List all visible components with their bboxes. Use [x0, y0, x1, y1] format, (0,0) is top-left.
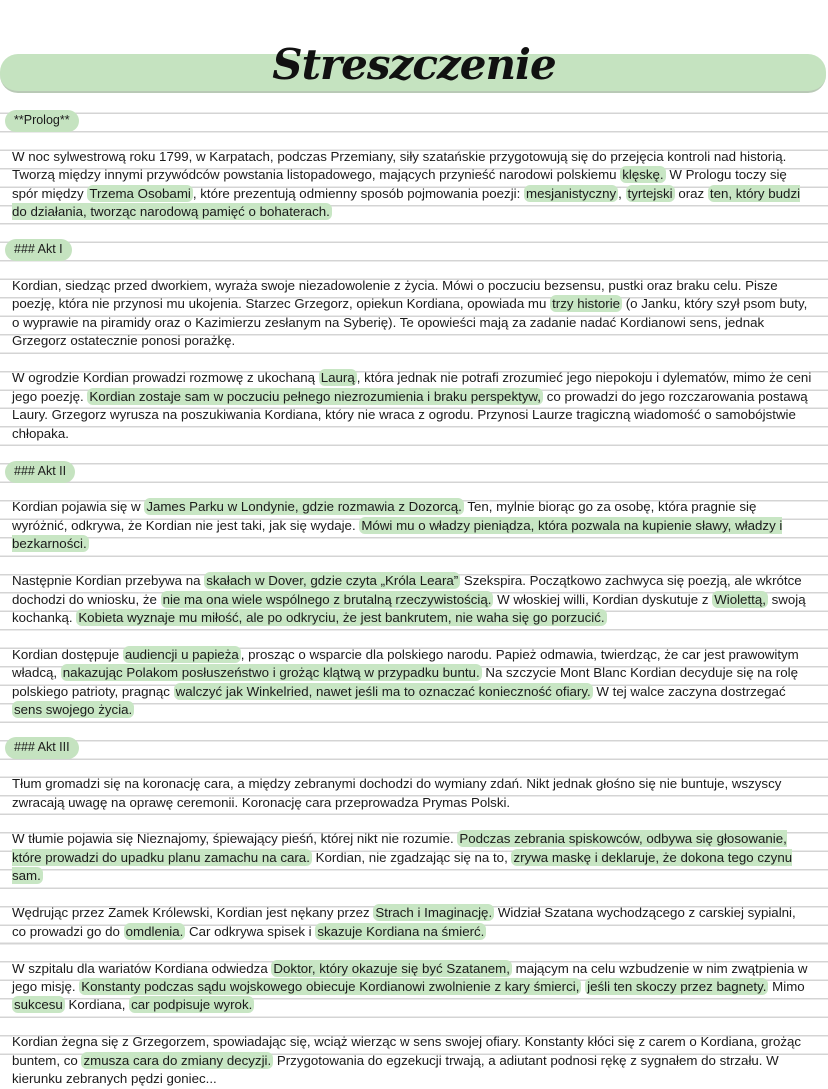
highlighted-text: mesjanistyczny	[526, 185, 617, 201]
text-segment: Kordian, nie zgadzając się na to,	[311, 849, 512, 865]
section-heading: ### Akt II	[5, 461, 75, 483]
summary-paragraph	[0, 830, 828, 885]
section-heading-row	[0, 240, 828, 258]
summary-paragraph	[0, 775, 828, 812]
text-segment: , prosząc o wsparcie dla polskiego narodu. Papież odmawia, twierdząc, że car jest prawowitym władcą,	[12, 646, 799, 681]
highlighted-text: jeśli ten skoczy przez bagnety.	[587, 979, 767, 995]
section-heading-row	[0, 462, 828, 480]
text-segment: Na szczycie Mont Blanc Kordian decyduje się na rolę polskiego patrioty, pragnąc	[12, 665, 798, 699]
summary-paragraph	[0, 904, 828, 941]
highlighted-text: skazuje Kordiana na śmierć.	[317, 923, 485, 939]
text-segment: co prowadzi do jego rozczarowania postawą Laury. Grzegorz wyrusza na poszukiwania Kordiana, który nie wraca z ogrodu. Przynosi Laurze tragiczną wiadomość o samobójstwie chłopaka.	[12, 388, 808, 441]
highlighted-text: nie ma ona wiele wspólnego z brutalną rzeczywistością.	[162, 591, 492, 607]
text-segment: W tej walce zaczyna dostrzegać	[592, 683, 786, 699]
text-segment: Kordian, siedząc przed dworkiem, wyraża swoje niezadowolenie z życia. Mówi o poczuciu bezsensu, pustki oraz braku celu. Pisze poezję, która nie przynosi mu ukojenia. Starzec Grzegorz, opiekun Kordiana, opowiada mu	[12, 278, 778, 312]
text-segment: Widział Szatana wychodzącego z carskiej sypialni, co prowadzi go do	[12, 905, 796, 939]
summary-paragraph	[0, 369, 828, 443]
highlighted-text: Podczas zebrania spiskowców, odbywa się głosowanie, które prowadzi do upadku planu zamachu na cara.	[12, 831, 787, 865]
summary-paragraph	[0, 572, 828, 627]
section-heading-row	[0, 738, 828, 756]
text-segment: Ten, mylnie biorąc go za osobę, która pragnie się wyróżnić, odkrywa, że Kordian nie jest taki, jak się wydaje.	[12, 499, 757, 533]
text-segment: Tłum gromadzi się na koronację cara, a między zebranymi dochodzi do wymiany zdań. Nikt jednak głośno się nie buntuje, wszyscy zwracają uwagę na oprawę ceremonii. Koronację cara przeprowadza Prymas Polski.	[12, 776, 782, 810]
text-segment: swoją kochanką.	[12, 591, 806, 626]
summary-paragraph	[0, 277, 828, 351]
highlighted-text: ten, który budzi do działania, tworząc narodową pamięć o bohaterach.	[12, 185, 801, 220]
highlighted-text: Kordian zostaje sam w poczuciu pełnego niezrozumienia i braku perspektyw,	[89, 388, 542, 404]
text-segment: W ogrodzie Kordian prowadzi rozmowę z ukochaną	[12, 370, 319, 386]
text-segment: mającym na celu wzbudzenie w nim zwątpienia w jego misję.	[12, 960, 808, 995]
summary-paragraph	[0, 960, 828, 1015]
section-heading: ### Akt III	[5, 737, 79, 759]
section-heading: **Prolog**	[5, 110, 79, 132]
text-segment: W tłumie pojawia się Nieznajomy, śpiewający pieśń, której nikt nie rozumie.	[12, 831, 458, 847]
highlighted-text: Kobieta wyznaje mu miłość, ale po odkryciu, że jest bankrutem, nie waha się go porzucić.	[78, 610, 605, 626]
highlighted-text: sens swojego życia.	[14, 702, 133, 718]
highlighted-text: walczyć jak Winkelried, nawet jeśli ma to oznaczać konieczność ofiary.	[175, 683, 591, 699]
highlighted-text: Wiolettą,	[714, 591, 766, 607]
summary-paragraph	[0, 646, 828, 720]
text-segment: W noc sylwestrową roku 1799, w Karpatach, podczas Przemiany, siły szatańskie przygotowują się do przejęcia kontroli nad historią. Tworzą między innymi przywódców powstania listopadowego, mających przynieść narodowi polskiemu	[12, 148, 787, 183]
section-heading: ### Akt I	[5, 239, 72, 261]
highlighted-text: sukcesu	[14, 997, 63, 1013]
text-segment: W szpitalu dla wariatów Kordiana odwiedza	[12, 960, 272, 976]
text-segment: Kordian żegna się z Grzegorzem, spowiadając się, wciąż wierząc w sens swojej ofiary. Konstanty kłóci się z carem o Kordiana, grożąc buntem, co	[12, 1034, 802, 1068]
highlighted-text: omdlenia.	[125, 923, 184, 939]
text-segment: Przygotowania do egzekucji trwają, a adiutant podnosi rękę z sygnałem do strzału. W kierunku zebranych pędzi goniec...	[12, 1052, 779, 1087]
text-segment: Szekspira. Początkowo zachwyca się poezją, ale wkrótce dochodzi do wniosku, że	[12, 573, 802, 607]
text-segment: Car odkrywa spisek i	[185, 923, 316, 939]
highlighted-text: tyrtejski	[627, 185, 673, 201]
text-segment: W Prologu toczy się spór między	[12, 167, 787, 201]
text-segment: Kordiana,	[64, 997, 130, 1013]
text-segment: Mimo	[768, 979, 805, 995]
text-segment: , które prezentują odmienny sposób pojmowania poezji:	[192, 185, 524, 201]
summary-paragraph	[0, 1033, 828, 1088]
highlighted-text: James Parku w Londynie, gdzie rozmawia z Dozorcą.	[146, 499, 462, 515]
highlighted-text: Laurą	[320, 370, 355, 386]
highlighted-text: skałach w Dover, gdzie czyta „Króla Leara”	[206, 573, 459, 589]
text-segment: Kordian dostępuje	[12, 646, 123, 662]
text-segment: ,	[618, 185, 626, 201]
notes-content	[0, 111, 828, 1087]
highlighted-text: Konstanty podczas sądu wojskowego obiecuje Kordianowi zwolnienie z kary śmierci,	[81, 979, 580, 995]
highlighted-text: trzy historie	[552, 296, 621, 312]
section-heading-row	[0, 111, 828, 129]
highlighted-text: zmusza cara do zmiany decyzji.	[83, 1052, 272, 1068]
highlighted-text: Mówi mu o władzy pieniądza, która pozwala na kupienie sławy, władzy i bezkarności.	[12, 517, 783, 552]
text-segment: Następnie Kordian przebywa na	[12, 573, 205, 589]
highlighted-text: nakazując Polakom posłuszeństwo i grożąc klątwą w przypadku buntu.	[62, 665, 480, 681]
highlighted-text: audiencji u papieża	[124, 646, 239, 662]
highlighted-text: car podpisuje wyrok.	[131, 997, 253, 1013]
text-segment: oraz	[674, 185, 708, 201]
highlighted-text: Strach i Imaginację.	[375, 905, 493, 921]
highlighted-text: Trzema Osobami	[89, 185, 191, 201]
highlighted-text: zrywa maskę i deklaruje, że dokona tego czynu sam.	[12, 849, 793, 884]
highlighted-text: Doktor, który okazuje się być Szatanem,	[273, 960, 510, 976]
summary-paragraph	[0, 148, 828, 222]
highlighted-text: klęskę.	[622, 167, 664, 183]
text-segment: Kordian pojawia się w	[12, 499, 145, 515]
page-title: Streszczenie	[272, 40, 556, 89]
text-segment: Wędrując przez Zamek Królewski, Kordian jest nękany przez	[12, 905, 374, 921]
text-segment: W włoskiej willi, Kordian dyskutuje z	[493, 591, 713, 607]
text-segment: (o Janku, który szył psom buty, o wyprawie na piramidy oraz o Kazimierzu zesłanym na Syberię). Te opowieści mają za zadanie nadać Kordianowi sens, jednak Grzegorz ostatecznie ponosi porażkę.	[12, 296, 808, 349]
text-segment: , która jednak nie potrafi zrozumieć jego niepokoju i dylematów, mimo że ceni jego poezję.	[12, 370, 812, 404]
summary-paragraph	[0, 498, 828, 553]
